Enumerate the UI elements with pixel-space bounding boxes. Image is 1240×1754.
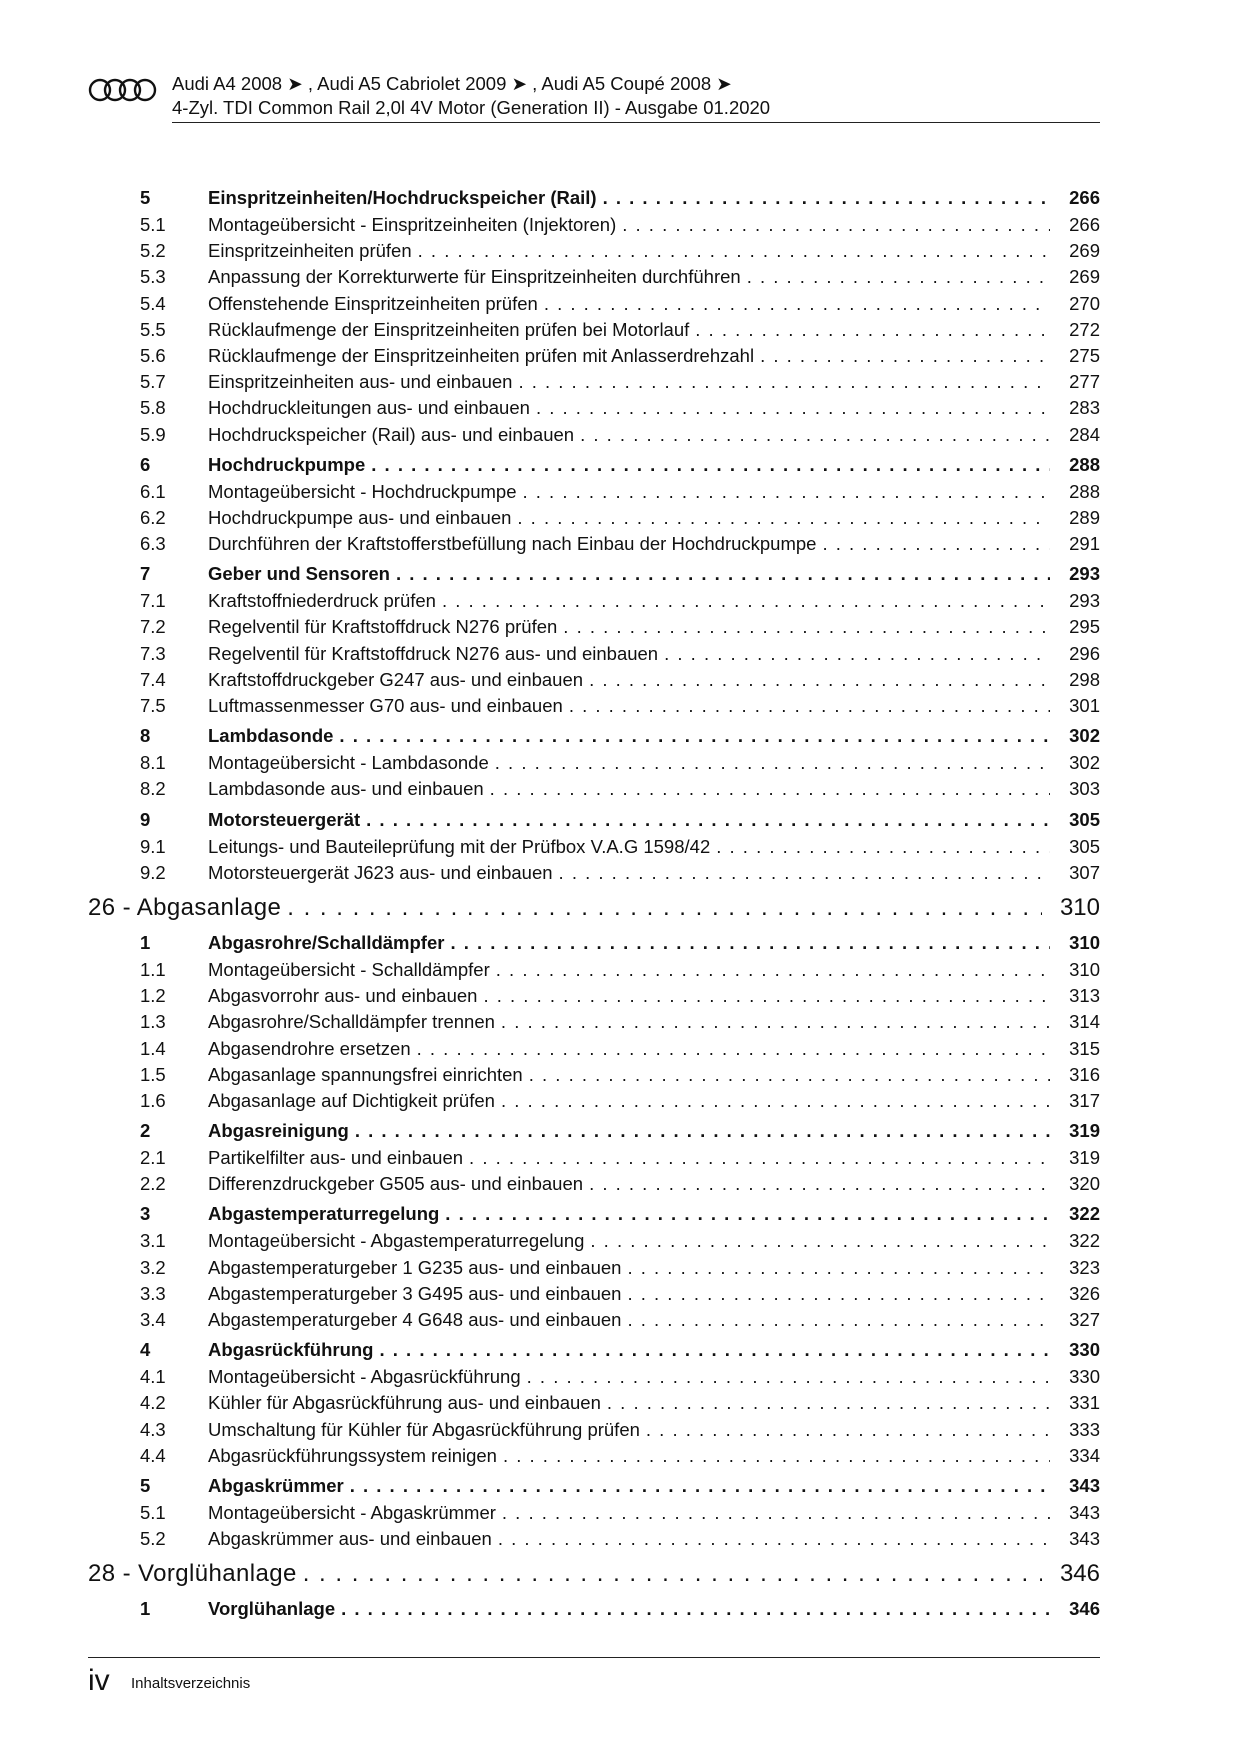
toc-number: 7.1 bbox=[140, 590, 166, 612]
toc-item[interactable] bbox=[88, 641, 1100, 667]
toc-item[interactable] bbox=[88, 422, 1100, 448]
toc-page-number: 288 bbox=[1069, 480, 1100, 502]
toc-title bbox=[208, 291, 1050, 317]
toc-number: 9.2 bbox=[140, 861, 166, 883]
toc-title-text: Partikelfilter aus- und einbauen bbox=[208, 1145, 469, 1171]
toc-number: 6.3 bbox=[140, 533, 166, 555]
toc-title-text: Abgasvorrohr aus- und einbauen bbox=[208, 983, 483, 1009]
toc-page-number: 293 bbox=[1069, 590, 1100, 612]
toc-item[interactable] bbox=[88, 667, 1100, 693]
toc-item[interactable] bbox=[88, 750, 1100, 776]
toc-title bbox=[208, 1145, 1050, 1171]
toc-number: 2.1 bbox=[140, 1147, 166, 1169]
toc-title bbox=[208, 505, 1050, 531]
toc-number: 5.1 bbox=[140, 214, 166, 235]
toc-title bbox=[208, 750, 1050, 776]
toc-page-number: 327 bbox=[1069, 1309, 1100, 1330]
toc-number: 9.1 bbox=[140, 835, 166, 857]
toc-title-text: Abgasrohre/Schalldämpfer trennen bbox=[208, 1009, 501, 1035]
toc-number: 1.5 bbox=[140, 1063, 166, 1085]
toc-item[interactable] bbox=[88, 1171, 1100, 1197]
toc-page-number: 305 bbox=[1069, 808, 1100, 830]
toc-item[interactable] bbox=[88, 776, 1100, 802]
toc-page-number: 346 bbox=[1059, 1560, 1100, 1588]
toc-page-number: 266 bbox=[1069, 187, 1100, 208]
toc-title bbox=[208, 614, 1050, 640]
toc-section[interactable] bbox=[88, 1596, 1100, 1623]
toc-title bbox=[208, 395, 1050, 421]
toc-item[interactable] bbox=[88, 1228, 1100, 1254]
toc-page-number: 293 bbox=[1069, 563, 1100, 585]
toc-item[interactable] bbox=[88, 1062, 1100, 1088]
toc-title bbox=[208, 1255, 1050, 1281]
toc-title-text: Leitungs- und Bauteileprüfung mit der Prüfbox V.A.G 1598/42 bbox=[208, 834, 716, 860]
toc-section[interactable] bbox=[88, 561, 1100, 588]
toc-number: 5 bbox=[140, 1474, 151, 1496]
toc-number: 3 bbox=[140, 1203, 151, 1225]
toc-title bbox=[208, 930, 1050, 956]
toc-number: 5 bbox=[140, 187, 151, 208]
toc-item[interactable] bbox=[88, 693, 1100, 719]
toc-item[interactable] bbox=[88, 291, 1100, 317]
toc-page-number: 303 bbox=[1069, 778, 1100, 800]
toc-title bbox=[208, 1443, 1050, 1469]
toc-item[interactable] bbox=[88, 1036, 1100, 1062]
toc-number: 4.1 bbox=[140, 1366, 166, 1388]
toc-title-text: Abgaskrümmer aus- und einbauen bbox=[208, 1526, 498, 1552]
toc-title-text: Abgasrohre/Schalldämpfer bbox=[208, 930, 450, 956]
toc-title-text: Durchführen der Kraftstofferstbefüllung nach Einbau der Hochdruckpumpe bbox=[208, 531, 822, 557]
toc-title-text: 26 - Abgasanlage bbox=[88, 891, 287, 925]
header-engine-line: 4-Zyl. TDI Common Rail 2,0l 4V Motor (Generation II) - Ausgabe 01.2020 bbox=[172, 97, 771, 118]
toc-item[interactable] bbox=[88, 505, 1100, 531]
toc-title bbox=[208, 641, 1050, 667]
toc-page-number: 301 bbox=[1069, 695, 1100, 716]
toc-title bbox=[208, 238, 1050, 264]
toc-title-text: Vorglühanlage bbox=[208, 1596, 341, 1622]
audi-rings-icon bbox=[88, 75, 158, 105]
toc-title bbox=[208, 422, 1050, 448]
toc-page-number: 333 bbox=[1069, 1418, 1100, 1440]
toc-page-number: 302 bbox=[1069, 725, 1100, 747]
toc-title bbox=[208, 1171, 1050, 1197]
page-header bbox=[88, 72, 1100, 122]
toc-page-number: 291 bbox=[1069, 533, 1100, 555]
toc-title bbox=[208, 1596, 1050, 1622]
toc-item[interactable] bbox=[88, 614, 1100, 640]
toc-item[interactable] bbox=[88, 264, 1100, 290]
toc-title bbox=[208, 1201, 1050, 1227]
toc-title bbox=[208, 1281, 1050, 1307]
toc-section[interactable] bbox=[88, 807, 1100, 834]
toc-page-number: 302 bbox=[1069, 752, 1100, 774]
toc-number: 7.5 bbox=[140, 695, 166, 716]
toc-number: 5.6 bbox=[140, 344, 166, 366]
toc-title-text: Geber und Sensoren bbox=[208, 561, 396, 587]
toc-title-text: Abgastemperaturgeber 1 G235 aus- und einbauen bbox=[208, 1255, 627, 1281]
toc-page-number: 313 bbox=[1069, 985, 1100, 1007]
toc-page-number: 310 bbox=[1069, 931, 1100, 953]
toc-title-text: Montageübersicht - Hochdruckpumpe bbox=[208, 479, 523, 505]
toc-number: 8.2 bbox=[140, 778, 166, 800]
toc-item[interactable] bbox=[88, 1281, 1100, 1307]
toc-title-text: Abgasrückführung bbox=[208, 1337, 379, 1363]
toc-page-number: 317 bbox=[1069, 1089, 1100, 1111]
toc-item[interactable] bbox=[88, 1500, 1100, 1526]
toc-title bbox=[208, 1036, 1050, 1062]
toc-title bbox=[208, 957, 1050, 983]
toc-page-number: 319 bbox=[1069, 1147, 1100, 1169]
toc-title bbox=[208, 212, 1050, 238]
toc-section[interactable] bbox=[88, 723, 1100, 750]
toc-title-text: Anpassung der Korrekturwerte für Einspritzeinheiten durchführen bbox=[208, 264, 747, 290]
toc-title bbox=[208, 860, 1050, 886]
toc-title-text: Lambdasonde aus- und einbauen bbox=[208, 776, 490, 802]
toc-title bbox=[208, 185, 1050, 211]
toc-title-text: Differenzdruckgeber G505 aus- und einbauen bbox=[208, 1171, 589, 1197]
toc-number: 7.2 bbox=[140, 616, 166, 638]
toc-item[interactable] bbox=[88, 957, 1100, 983]
toc-number: 2 bbox=[140, 1120, 151, 1142]
toc-title-text: Umschaltung für Kühler für Abgasrückführung prüfen bbox=[208, 1417, 646, 1443]
toc-title bbox=[208, 1390, 1050, 1416]
toc-chapter[interactable] bbox=[88, 1557, 1100, 1591]
toc-title-text: Abgasendrohre ersetzen bbox=[208, 1036, 417, 1062]
toc-number: 5.5 bbox=[140, 318, 166, 340]
toc-title-text: Abgastemperaturgeber 3 G495 aus- und einbauen bbox=[208, 1281, 627, 1307]
toc-number: 6 bbox=[140, 453, 151, 475]
footer-divider bbox=[88, 1657, 1100, 1658]
toc-title-text: Montageübersicht - Schalldämpfer bbox=[208, 957, 496, 983]
toc-number: 9 bbox=[140, 808, 151, 830]
toc-number: 5.4 bbox=[140, 292, 166, 314]
toc-title-text: Montageübersicht - Abgaskrümmer bbox=[208, 1500, 502, 1526]
toc-item[interactable] bbox=[88, 395, 1100, 421]
toc-item[interactable] bbox=[88, 1417, 1100, 1443]
toc-item[interactable] bbox=[88, 1390, 1100, 1416]
toc-page-number: 323 bbox=[1069, 1256, 1100, 1278]
toc-item[interactable] bbox=[88, 1364, 1100, 1390]
toc-section[interactable] bbox=[88, 1118, 1100, 1145]
toc-page-number: 346 bbox=[1069, 1598, 1100, 1620]
toc-page-number: 315 bbox=[1069, 1037, 1100, 1059]
toc-item[interactable] bbox=[88, 588, 1100, 614]
toc-title bbox=[208, 1307, 1050, 1333]
toc-title bbox=[208, 1473, 1050, 1499]
toc-number: 5.9 bbox=[140, 423, 166, 445]
toc-page-number: 319 bbox=[1069, 1120, 1100, 1142]
toc-title-text: Einspritzeinheiten prüfen bbox=[208, 238, 418, 264]
toc-title-text: Motorsteuergerät J623 aus- und einbauen bbox=[208, 860, 559, 886]
toc-title-text: Kühler für Abgasrückführung aus- und einbauen bbox=[208, 1390, 607, 1416]
toc-title bbox=[208, 479, 1050, 505]
toc-title-text: Hochdruckpumpe bbox=[208, 452, 371, 478]
toc-page-number: 316 bbox=[1069, 1063, 1100, 1085]
toc-title bbox=[208, 807, 1050, 833]
toc-page-number: 331 bbox=[1069, 1392, 1100, 1414]
toc-item[interactable] bbox=[88, 1088, 1100, 1114]
toc-title bbox=[208, 452, 1050, 478]
header-vehicle-line: Audi A4 2008 ➤ , Audi A5 Cabriolet 2009 ➤ , Audi A5 Coupé 2008 ➤ bbox=[172, 73, 732, 94]
toc-number: 5.7 bbox=[140, 371, 166, 393]
toc-number: 7.4 bbox=[140, 668, 166, 690]
toc-item[interactable] bbox=[88, 212, 1100, 238]
toc-number: 4.3 bbox=[140, 1418, 166, 1440]
toc-title-text: Hochdruckleitungen aus- und einbauen bbox=[208, 395, 536, 421]
toc-page-number: 310 bbox=[1059, 893, 1100, 921]
footer-section-label: Inhaltsverzeichnis bbox=[131, 1675, 251, 1692]
toc-page-number: 295 bbox=[1069, 616, 1100, 638]
toc-page-number: 269 bbox=[1069, 266, 1100, 288]
toc-title bbox=[208, 834, 1050, 860]
toc-title-text: Montageübersicht - Lambdasonde bbox=[208, 750, 495, 776]
table-of-contents bbox=[88, 181, 1100, 1623]
toc-title-text: Regelventil für Kraftstoffdruck N276 aus- und einbauen bbox=[208, 641, 664, 667]
toc-title bbox=[208, 1009, 1050, 1035]
toc-title bbox=[208, 1500, 1050, 1526]
toc-number: 2.2 bbox=[140, 1173, 166, 1195]
toc-page-number: 322 bbox=[1069, 1230, 1100, 1252]
toc-page-number: 330 bbox=[1069, 1366, 1100, 1388]
toc-item[interactable] bbox=[88, 983, 1100, 1009]
toc-title-text: Montageübersicht - Abgasrückführung bbox=[208, 1364, 527, 1390]
toc-title bbox=[208, 1228, 1050, 1254]
toc-title-text: Regelventil für Kraftstoffdruck N276 prüfen bbox=[208, 614, 563, 640]
toc-number: 6.1 bbox=[140, 480, 166, 502]
toc-title bbox=[208, 531, 1050, 557]
toc-title bbox=[208, 1062, 1050, 1088]
toc-title bbox=[208, 1364, 1050, 1390]
toc-title bbox=[88, 1557, 1042, 1591]
toc-title-text: Kraftstoffdruckgeber G247 aus- und einbauen bbox=[208, 667, 589, 693]
toc-title bbox=[208, 983, 1050, 1009]
toc-number: 3.2 bbox=[140, 1256, 166, 1278]
toc-number: 1.2 bbox=[140, 985, 166, 1007]
toc-number: 5.2 bbox=[140, 240, 166, 262]
toc-title-text: Abgastemperaturgeber 4 G648 aus- und einbauen bbox=[208, 1307, 627, 1333]
toc-number: 1.6 bbox=[140, 1089, 166, 1111]
toc-number: 3.4 bbox=[140, 1309, 166, 1330]
toc-page-number: 334 bbox=[1069, 1444, 1100, 1466]
toc-page-number: 288 bbox=[1069, 453, 1100, 475]
footer-page-number: iv bbox=[88, 1664, 110, 1697]
toc-number: 6.2 bbox=[140, 506, 166, 528]
toc-title bbox=[208, 693, 1050, 719]
toc-title-text: Abgasanlage spannungsfrei einrichten bbox=[208, 1062, 529, 1088]
toc-title bbox=[208, 369, 1050, 395]
toc-number: 5.3 bbox=[140, 266, 166, 288]
toc-title bbox=[208, 1118, 1050, 1144]
toc-item[interactable] bbox=[88, 1443, 1100, 1469]
toc-title-text: 28 - Vorglühanlage bbox=[88, 1557, 303, 1591]
toc-page-number: 310 bbox=[1069, 958, 1100, 980]
toc-number: 1 bbox=[140, 1598, 151, 1620]
toc-title-text: Hochdruckspeicher (Rail) aus- und einbauen bbox=[208, 422, 580, 448]
toc-item[interactable] bbox=[88, 238, 1100, 264]
toc-title-text: Montageübersicht - Einspritzeinheiten (Injektoren) bbox=[208, 212, 622, 238]
toc-title bbox=[208, 667, 1050, 693]
toc-number: 5.1 bbox=[140, 1501, 166, 1523]
toc-title-text: Montageübersicht - Abgastemperaturregelung bbox=[208, 1228, 590, 1254]
toc-title-text: Lambdasonde bbox=[208, 723, 339, 749]
toc-page-number: 326 bbox=[1069, 1282, 1100, 1304]
toc-title bbox=[208, 343, 1050, 369]
toc-title-text: Rücklaufmenge der Einspritzeinheiten prüfen mit Anlasserdrehzahl bbox=[208, 343, 760, 369]
toc-number: 4.4 bbox=[140, 1444, 166, 1466]
toc-title bbox=[208, 723, 1050, 749]
toc-page-number: 284 bbox=[1069, 423, 1100, 445]
toc-section[interactable] bbox=[88, 185, 1100, 212]
toc-page-number: 322 bbox=[1069, 1203, 1100, 1225]
toc-title-text: Abgasanlage auf Dichtigkeit prüfen bbox=[208, 1088, 501, 1114]
toc-title-text: Hochdruckpumpe aus- und einbauen bbox=[208, 505, 517, 531]
toc-title-text: Motorsteuergerät bbox=[208, 807, 366, 833]
toc-number: 7 bbox=[140, 563, 151, 585]
toc-number: 1 bbox=[140, 931, 151, 953]
toc-title bbox=[208, 1337, 1050, 1363]
toc-title bbox=[208, 1088, 1050, 1114]
toc-title-text: Abgastemperaturregelung bbox=[208, 1201, 445, 1227]
toc-number: 4.2 bbox=[140, 1392, 166, 1414]
toc-item[interactable] bbox=[88, 1009, 1100, 1035]
toc-number: 3.1 bbox=[140, 1230, 166, 1252]
toc-section[interactable] bbox=[88, 1473, 1100, 1500]
toc-item[interactable] bbox=[88, 1145, 1100, 1171]
toc-page-number: 270 bbox=[1069, 292, 1100, 314]
toc-page-number: 343 bbox=[1069, 1501, 1100, 1523]
toc-title-text: Abgasreinigung bbox=[208, 1118, 355, 1144]
toc-number: 5.2 bbox=[140, 1528, 166, 1550]
toc-title bbox=[208, 1526, 1050, 1552]
toc-title bbox=[208, 776, 1050, 802]
toc-section[interactable] bbox=[88, 452, 1100, 479]
toc-number: 1.4 bbox=[140, 1037, 166, 1059]
toc-page-number: 307 bbox=[1069, 861, 1100, 883]
toc-title-text: Abgasrückführungssystem reinigen bbox=[208, 1443, 503, 1469]
toc-page-number: 266 bbox=[1069, 214, 1100, 235]
toc-title-text: Offenstehende Einspritzeinheiten prüfen bbox=[208, 291, 544, 317]
toc-title bbox=[208, 561, 1050, 587]
toc-page-number: 275 bbox=[1069, 344, 1100, 366]
toc-item[interactable] bbox=[88, 1255, 1100, 1281]
toc-title-text: Einspritzeinheiten/Hochdruckspeicher (Rail) bbox=[208, 185, 603, 211]
toc-title-text: Einspritzeinheiten aus- und einbauen bbox=[208, 369, 518, 395]
toc-number: 4 bbox=[140, 1339, 151, 1361]
toc-item[interactable] bbox=[88, 1526, 1100, 1552]
toc-page-number: 272 bbox=[1069, 318, 1100, 340]
toc-page-number: 289 bbox=[1069, 506, 1100, 528]
header-divider bbox=[172, 122, 1100, 123]
toc-item[interactable] bbox=[88, 860, 1100, 886]
toc-title bbox=[208, 588, 1050, 614]
toc-number: 8.1 bbox=[140, 752, 166, 774]
toc-page-number: 330 bbox=[1069, 1339, 1100, 1361]
toc-page-number: 277 bbox=[1069, 371, 1100, 393]
toc-title bbox=[88, 891, 1042, 925]
toc-section[interactable] bbox=[88, 930, 1100, 957]
toc-number: 1.1 bbox=[140, 958, 166, 980]
toc-title bbox=[208, 1417, 1050, 1443]
toc-number: 3.3 bbox=[140, 1282, 166, 1304]
toc-title-text: Abgaskrümmer bbox=[208, 1473, 350, 1499]
toc-page-number: 320 bbox=[1069, 1173, 1100, 1195]
toc-page-number: 343 bbox=[1069, 1528, 1100, 1550]
toc-number: 8 bbox=[140, 725, 151, 747]
toc-title-text: Kraftstoffniederdruck prüfen bbox=[208, 588, 442, 614]
toc-page-number: 283 bbox=[1069, 397, 1100, 419]
toc-title bbox=[208, 317, 1050, 343]
toc-number: 1.3 bbox=[140, 1011, 166, 1033]
toc-section[interactable] bbox=[88, 1201, 1100, 1228]
toc-page-number: 298 bbox=[1069, 668, 1100, 690]
toc-item[interactable] bbox=[88, 317, 1100, 343]
toc-page-number: 269 bbox=[1069, 240, 1100, 262]
toc-section[interactable] bbox=[88, 1337, 1100, 1364]
toc-page-number: 314 bbox=[1069, 1011, 1100, 1033]
toc-item[interactable] bbox=[88, 369, 1100, 395]
toc-title-text: Rücklaufmenge der Einspritzeinheiten prüfen bei Motorlauf bbox=[208, 317, 695, 343]
toc-item[interactable] bbox=[88, 479, 1100, 505]
toc-item[interactable] bbox=[88, 1307, 1100, 1333]
toc-title bbox=[208, 264, 1050, 290]
toc-item[interactable] bbox=[88, 834, 1100, 860]
toc-page-number: 296 bbox=[1069, 642, 1100, 664]
toc-number: 5.8 bbox=[140, 397, 166, 419]
toc-page-number: 305 bbox=[1069, 835, 1100, 857]
toc-page-number: 343 bbox=[1069, 1474, 1100, 1496]
toc-number: 7.3 bbox=[140, 642, 166, 664]
toc-title-text: Luftmassenmesser G70 aus- und einbauen bbox=[208, 693, 569, 719]
toc-item[interactable] bbox=[88, 531, 1100, 557]
toc-item[interactable] bbox=[88, 343, 1100, 369]
toc-chapter[interactable] bbox=[88, 891, 1100, 925]
